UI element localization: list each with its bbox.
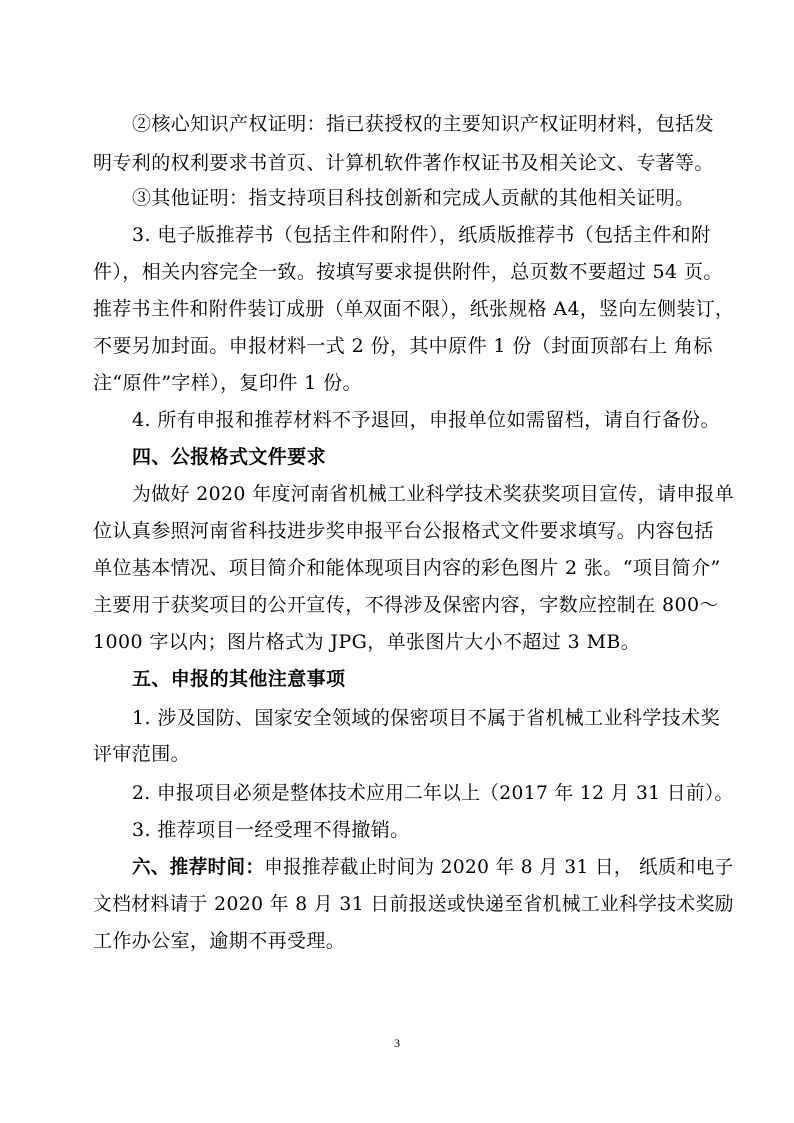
text-line: ③其他证明：指支持项目科技创新和完成人贡献的其他相关证明。 — [132, 187, 695, 209]
section-heading-4: 四、公报格式文件要求 — [132, 446, 327, 468]
text-line: 3. 电子版推荐书（包括主件和附件），纸质版推荐书（包括主件和附 — [132, 224, 711, 246]
text-line: 不要另加封面。申报材料一式 2 份，其中原件 1 份（封面顶部右上 角标 — [93, 335, 713, 357]
text-line: 4. 所有申报和推荐材料不予退回，申报单位如需留档，请自行备份。 — [132, 409, 720, 431]
text-line: 工作办公室，逾期不再受理。 — [93, 930, 346, 952]
text-line: 为做好 2020 年度河南省机械工业科学技术奖获奖项目宣传，请申报单 — [132, 483, 735, 505]
section-heading-5: 五、申报的其他注意事项 — [132, 668, 346, 690]
text-line: ②核心知识产权证明：指已获授权的主要知识产权证明材料，包括发 — [132, 113, 715, 135]
text-line — [132, 855, 734, 879]
text-line: 文档材料请于 2020 年 8 月 31 日前报送或快递至省机械工业科学技术奖励 — [93, 893, 734, 915]
text-line: 1. 涉及国防、国家安全领域的保密项目不属于省机械工业科学技术奖 — [132, 707, 720, 729]
text-line: 评审范围。 — [93, 743, 191, 765]
text-line: 2. 申报项目必须是整体技术应用二年以上（2017 年 12 月 31 日前）。 — [132, 782, 734, 804]
text-line: 推荐书主件和附件装订成册（单双面不限），纸张规格 A4，竖向左侧装订， — [93, 298, 735, 320]
text-line: 位认真参照河南省科技进步奖申报平台公报格式文件要求填写。内容包括 — [93, 520, 714, 542]
text-line: 3. 推荐项目一经受理不得撤销。 — [132, 819, 410, 841]
text-line: 1000 字以内；图片格式为 JPG，单张图片大小不超过 3 MB。 — [93, 631, 641, 653]
page-number: 3 — [394, 1036, 400, 1050]
text-line: 明专利的权利要求书首页、计算机软件著作权证书及相关论文、专著等。 — [93, 152, 714, 174]
text-line: 主要用于获奖项目的公开宣传，不得涉及保密内容，字数应控制在 800～ — [93, 594, 719, 616]
text-line: 单位基本情况、项目简介和能体现项目内容的彩色图片 2 张。“项目简介” — [93, 557, 721, 579]
section-heading-6: 六、推荐时间： — [132, 856, 265, 878]
text-line: 件），相关内容完全一致。按填写要求提供附件，总页数不要超过 54 页。 — [93, 261, 723, 283]
deadline-text: 申报推荐截止时间为 2020 年 8 月 31 日， 纸质和电子 — [264, 856, 734, 878]
text-line: 注“原件”字样），复印件 1 份。 — [93, 372, 362, 394]
